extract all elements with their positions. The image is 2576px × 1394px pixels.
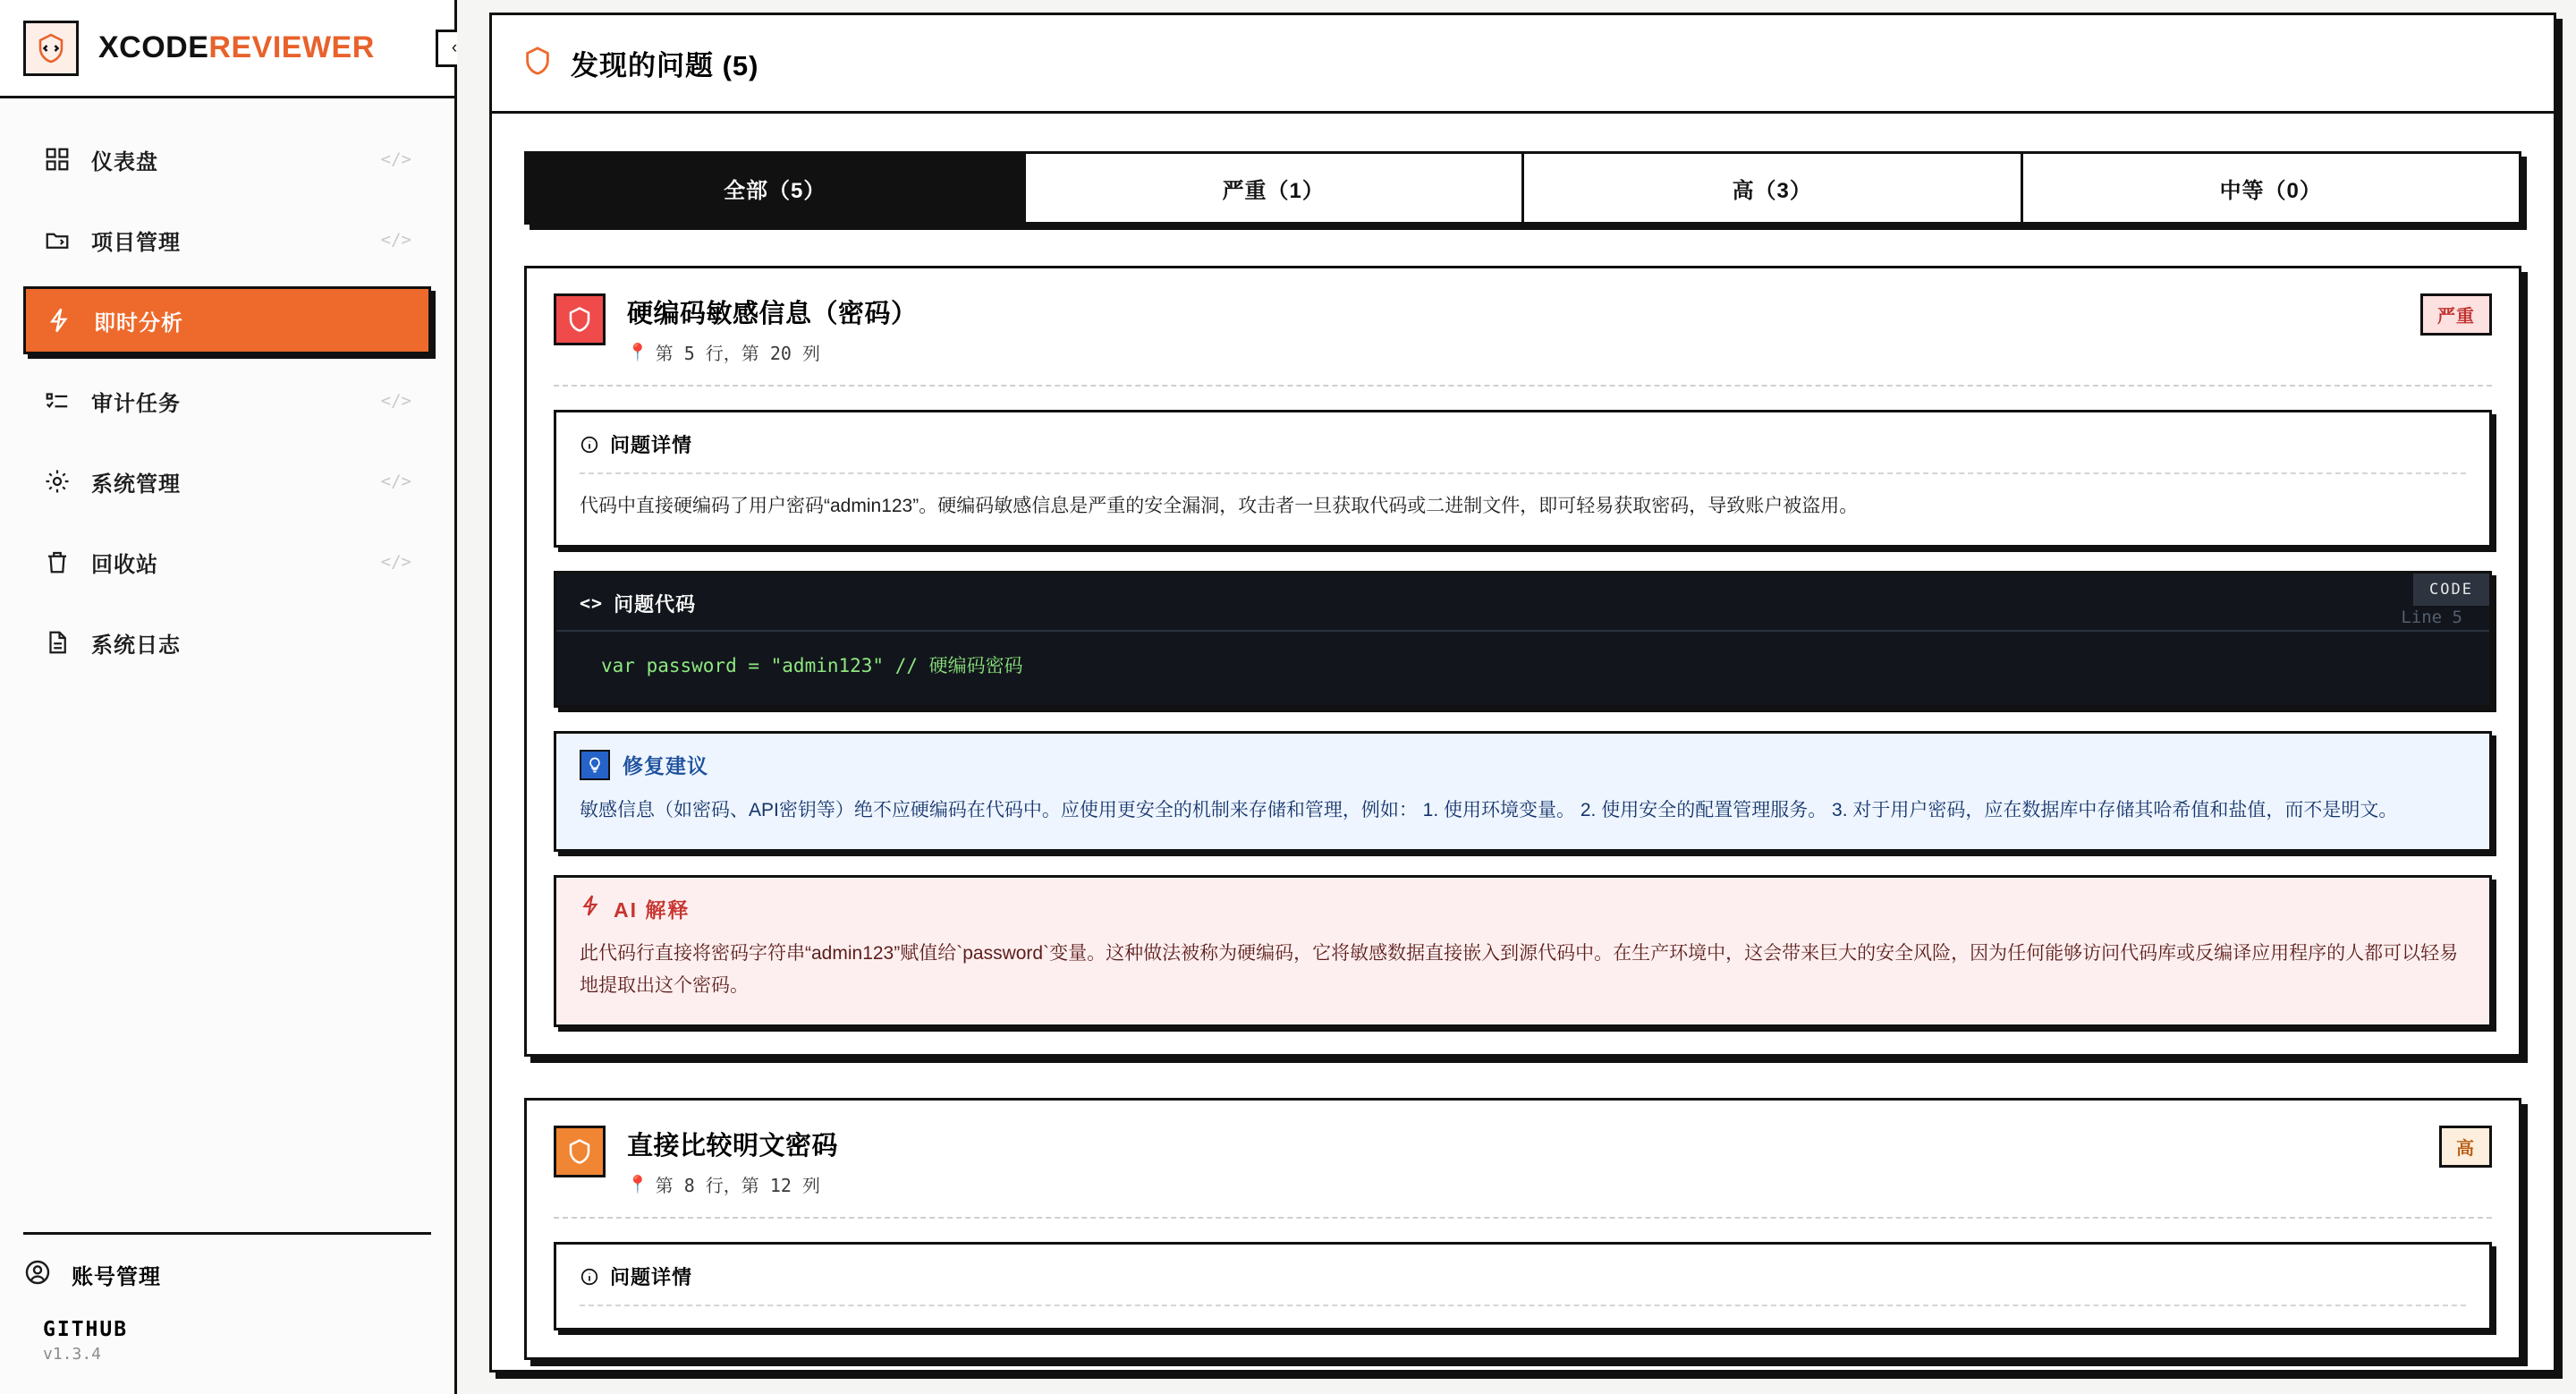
issue-location-text: 第 5 行，第 20 列 <box>655 343 820 364</box>
github-name: GITHUB <box>43 1318 129 1341</box>
tab-label: 高（3） <box>1732 178 1812 203</box>
issue-card[interactable] <box>524 266 2521 1057</box>
github-text <box>43 1318 128 1364</box>
issue-ai-box <box>554 875 2492 1028</box>
github-version: v1.3.4 <box>43 1345 102 1364</box>
location-pin-icon: 📍 <box>627 1175 648 1194</box>
issue-code-text: var password = "admin123" // 硬编码密码 <box>601 654 1023 676</box>
issue-location <box>627 339 2399 365</box>
issue-detail-box <box>554 1242 2492 1330</box>
issue-fix-heading <box>580 750 2466 780</box>
tab-label: 中等（0） <box>2219 178 2322 203</box>
sidebar-item-code-tag: </> <box>380 552 411 572</box>
issue-location-text: 第 8 行，第 12 列 <box>655 1175 820 1196</box>
sidebar-item-dashboard[interactable] <box>23 125 431 193</box>
code-tag-icon: <> <box>580 592 604 615</box>
sidebar-item-code-tag: </> <box>380 391 411 411</box>
tab-label: 全部（5） <box>724 178 826 203</box>
github-link[interactable] <box>23 1318 431 1364</box>
sidebar-item-label: 即时分析 <box>94 310 183 336</box>
dashboard-icon <box>43 145 72 174</box>
issues-panel-body <box>492 114 2554 1370</box>
issue-ai-text: 此代码行直接将密码字符串“admin123”赋值给`password`变量。这种做法被称为硬编码，它将敏感数据直接嵌入到源代码中。在生产环境中，这会带来巨大的安全风险，因为任何能够访问代码库或反编译应用程序的人都可以轻易地提取出这个密码。 <box>580 942 2459 997</box>
user-circle-icon <box>23 1258 52 1291</box>
shield-icon <box>522 46 553 81</box>
issue-ai-heading <box>580 894 2466 923</box>
tab-all[interactable] <box>527 154 1026 222</box>
issue-detail-heading-text: 问题详情 <box>610 1266 693 1288</box>
folder-code-icon <box>43 225 72 254</box>
issue-detail-heading <box>580 1262 2466 1306</box>
app-logo-icon <box>23 21 79 76</box>
issues-panel <box>489 13 2556 1373</box>
sidebar-item-system-logs[interactable] <box>23 608 431 676</box>
issue-code-heading-text: 问题代码 <box>614 592 697 616</box>
sidebar-item-instant-analysis[interactable] <box>23 286 431 354</box>
sidebar-item-label: 项目管理 <box>91 230 181 255</box>
issue-detail-text: 代码中直接硬编码了用户密码“admin123”。硬编码敏感信息是严重的安全漏洞，攻击者一旦获取代码或二进制文件，即可轻易获取密码，导致账户被盗用。 <box>580 496 1859 516</box>
sidebar-item-label: 仪表盘 <box>91 149 158 174</box>
sidebar-item-label: 回收站 <box>91 552 158 577</box>
info-icon <box>580 435 599 455</box>
sidebar-footer <box>0 1235 454 1394</box>
issue-title: 直接比较明文密码 <box>627 1132 839 1160</box>
brand-title-accent: REVIEWER <box>208 30 375 64</box>
gear-icon <box>43 467 72 496</box>
trash-icon <box>43 548 72 576</box>
sidebar-item-projects[interactable] <box>23 206 431 274</box>
sidebar-item-code-tag: </> <box>380 230 411 250</box>
issue-fix-box <box>554 731 2492 852</box>
shield-icon <box>554 1126 606 1177</box>
issue-detail-heading-text: 问题详情 <box>610 434 693 456</box>
task-list-icon <box>43 387 72 415</box>
issue-fix-heading-text: 修复建议 <box>623 754 708 778</box>
sidebar-item-label: 系统日志 <box>91 633 181 658</box>
sidebar-item-audit-tasks[interactable] <box>23 367 431 435</box>
sidebar-item-account[interactable] <box>23 1258 431 1291</box>
chevron-left-icon: ‹ <box>451 38 458 57</box>
issue-ai-heading-text: AI 解释 <box>614 897 691 922</box>
issue-title-block <box>627 1126 2418 1197</box>
tab-critical[interactable] <box>1026 154 1525 222</box>
sidebar-item-system-management[interactable] <box>23 447 431 515</box>
sidebar-item-code-tag: </> <box>380 149 411 169</box>
document-icon <box>43 628 72 657</box>
account-label: 账号管理 <box>72 1265 161 1289</box>
issue-title-block <box>627 293 2399 365</box>
issue-card[interactable] <box>524 1098 2521 1360</box>
brand-header <box>0 0 458 98</box>
bolt-icon <box>580 894 603 922</box>
issue-location <box>627 1171 2418 1197</box>
page-title: 发现的问题 (5) <box>571 50 759 81</box>
code-line-number: Line 5 <box>2401 607 2462 627</box>
location-pin-icon: 📍 <box>627 343 648 362</box>
issue-header <box>554 1126 2492 1219</box>
bolt-icon <box>46 306 74 335</box>
issue-title: 硬编码敏感信息（密码） <box>627 300 918 328</box>
tab-high[interactable] <box>1524 154 2023 222</box>
issues-panel-header <box>492 15 2554 114</box>
issue-code-box <box>554 571 2492 708</box>
sidebar <box>0 0 457 1394</box>
sidebar-item-label: 系统管理 <box>91 472 181 497</box>
issue-fix-text: 敏感信息（如密码、API密钥等）绝不应硬编码在代码中。应使用更安全的机制来存储和管理，例如： 1. 使用环境变量。 2. 使用安全的配置管理服务。 3. 对于用户密码，应在数据库中存储其哈希值和盐值，而不是明文。 <box>580 799 2398 820</box>
issue-detail-box <box>554 410 2492 548</box>
sidebar-item-label: 审计任务 <box>91 391 181 416</box>
brand-title <box>98 30 375 65</box>
shield-icon <box>554 293 606 345</box>
brand-title-primary: XCODE <box>98 30 209 64</box>
tab-label: 严重（1） <box>1222 178 1325 203</box>
lightbulb-icon <box>580 750 610 780</box>
status-badge: 高 <box>2439 1126 2492 1168</box>
status-badge: 严重 <box>2420 293 2492 336</box>
tab-medium[interactable] <box>2023 154 2520 222</box>
issue-code-heading <box>556 574 2489 632</box>
main-content <box>457 0 2576 1394</box>
severity-filter-tabs <box>524 151 2521 225</box>
info-icon <box>580 1267 599 1287</box>
code-badge: CODE <box>2413 574 2489 606</box>
sidebar-item-recycle-bin[interactable] <box>23 528 431 596</box>
issue-header <box>554 293 2492 387</box>
sidebar-item-code-tag: </> <box>380 472 411 491</box>
issue-detail-heading <box>580 430 2466 474</box>
sidebar-nav <box>0 98 454 1212</box>
